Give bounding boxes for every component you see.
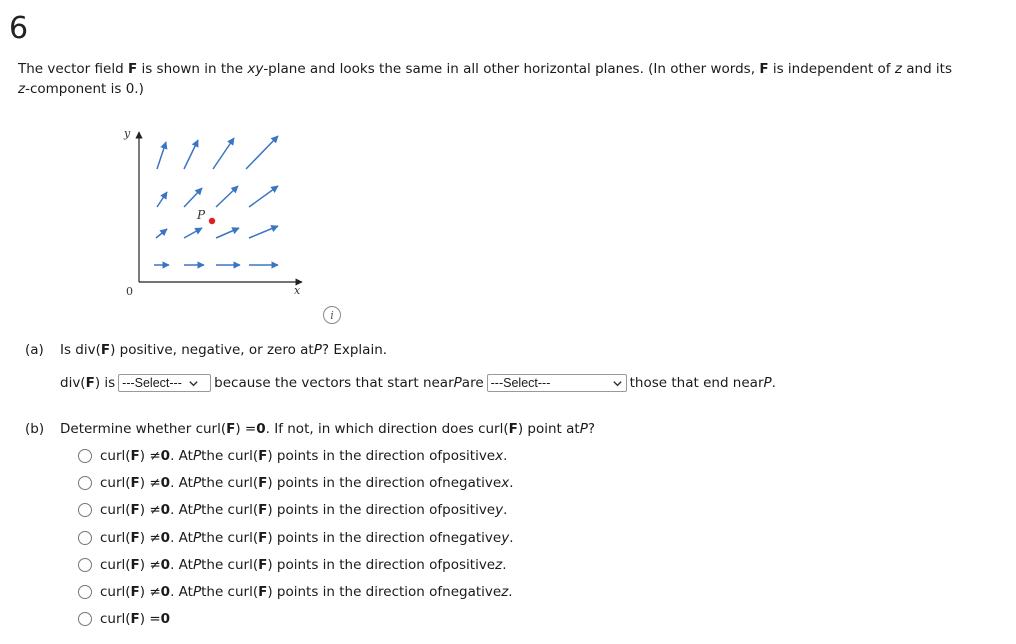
radio-button[interactable]: [78, 449, 92, 463]
vector-arrow-r1-c2: [216, 228, 239, 238]
radio-option-negative-y[interactable]: curl( F ) ≠ 0 . At P the curl( F ) points in the direction of negative y .: [78, 528, 514, 548]
vector-arrow-r3-c1: [184, 140, 198, 169]
radio-button[interactable]: [78, 612, 92, 626]
part-a-answer-row: div( F ) is ---Select--- because the vectors that start near P are ---Select--- those that end near P .: [60, 375, 776, 391]
part-a-label: (a): [25, 342, 44, 358]
point-p: [209, 218, 215, 224]
radio-option-positive-y[interactable]: curl( F ) ≠ 0 . At P the curl( F ) points in the direction of positive y .: [78, 500, 507, 520]
radio-button[interactable]: [78, 585, 92, 599]
radio-option-curl-zero[interactable]: curl( F ) = 0: [78, 609, 170, 629]
vector-field-figure: [112, 122, 312, 302]
radio-button[interactable]: [78, 531, 92, 545]
x-axis-label: x: [294, 284, 301, 297]
chevron-down-icon: [188, 378, 199, 389]
vector-arrow-r3-c2: [213, 138, 234, 169]
vector-arrow-r1-c3: [249, 226, 278, 238]
vector-arrows: [154, 136, 278, 265]
radio-button[interactable]: [78, 476, 92, 490]
comparison-select[interactable]: ---Select---: [487, 374, 627, 392]
question-intro: The vector field F is shown in the xy-plane and looks the same in all other horizontal planes. (In other words, F is independent of z and its z-component is 0.): [18, 61, 953, 97]
vector-arrow-r1-c0: [156, 229, 167, 238]
radio-option-negative-x[interactable]: curl( F ) ≠ 0 . At P the curl( F ) points in the direction of negative x .: [78, 473, 514, 493]
point-p-label: P: [197, 208, 206, 222]
div-sign-select[interactable]: ---Select---: [118, 374, 211, 392]
vector-arrow-r3-c3: [246, 136, 278, 169]
vector-arrow-r2-c0: [157, 192, 167, 207]
part-b-question: Determine whether curl( F ) = 0 . If not, in which direction does curl( F ) point at P ?: [60, 421, 596, 437]
part-b-label: (b): [25, 421, 45, 437]
part-a-question: Is div( F ) positive, negative, or zero at P ? Explain.: [60, 342, 388, 358]
vector-arrow-r2-c3: [249, 186, 278, 207]
vector-arrow-r1-c1: [184, 228, 202, 238]
vector-arrow-r3-c0: [157, 142, 166, 169]
vector-arrow-r2-c1: [184, 188, 202, 207]
radio-option-positive-x[interactable]: curl( F ) ≠ 0 . At P the curl( F ) points in the direction of positive x .: [78, 446, 507, 466]
question-number: 6: [9, 11, 29, 46]
radio-option-positive-z[interactable]: curl( F ) ≠ 0 . At P the curl( F ) points in the direction of positive z .: [78, 555, 507, 575]
chevron-down-icon: [612, 378, 623, 389]
radio-button[interactable]: [78, 558, 92, 572]
radio-option-negative-z[interactable]: curl( F ) ≠ 0 . At P the curl( F ) points in the direction of negative z .: [78, 582, 513, 602]
origin-label: 0: [126, 285, 133, 298]
y-axis-label: y: [124, 127, 131, 140]
radio-button[interactable]: [78, 503, 92, 517]
info-icon[interactable]: i: [323, 306, 341, 324]
vector-arrow-r2-c2: [216, 186, 238, 207]
